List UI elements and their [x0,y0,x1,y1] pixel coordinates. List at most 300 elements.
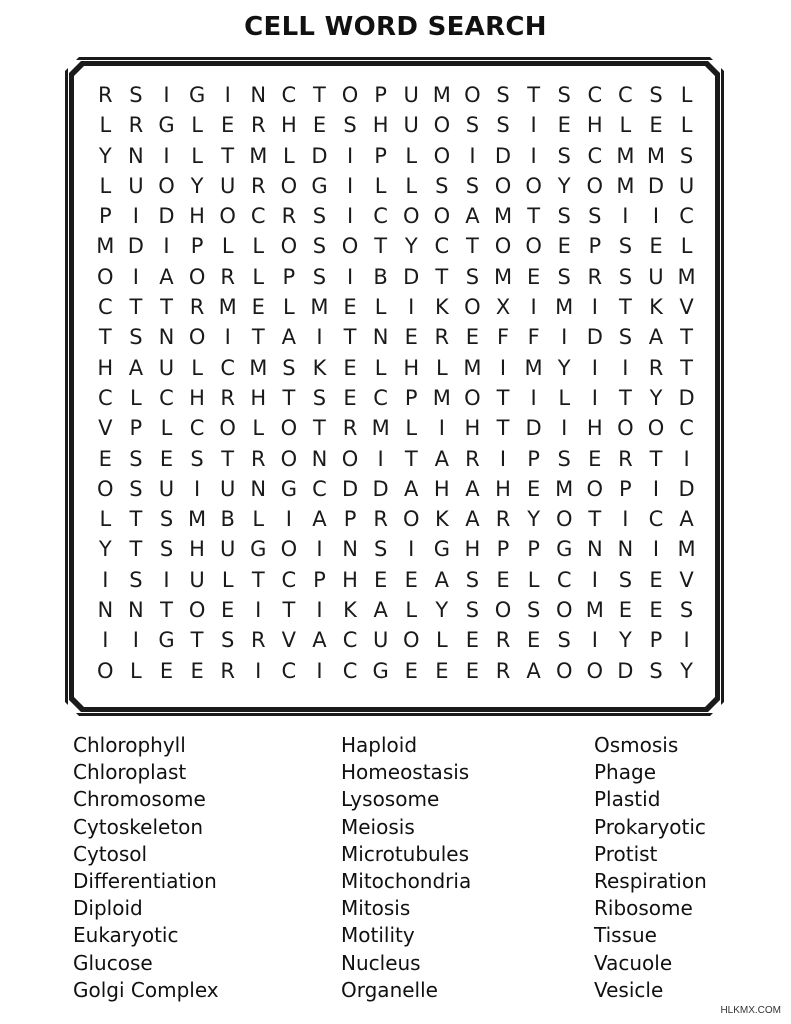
grid-letter[interactable]: L [680,113,693,138]
grid-letter[interactable]: I [224,83,231,107]
grid-letter[interactable]: S [526,598,541,623]
grid-letter[interactable]: O [158,173,175,198]
grid-letter[interactable]: E [404,658,418,683]
grid-letter[interactable]: M [96,234,115,259]
grid-letter[interactable]: D [127,234,144,259]
grid-letter[interactable]: P [282,264,296,289]
grid-letter[interactable]: L [680,83,693,107]
grid-letter[interactable]: I [438,416,445,441]
grid-letter[interactable]: S [465,113,480,138]
grid-letter[interactable]: Y [190,173,204,198]
grid-letter[interactable]: E [557,113,571,138]
grid-letter[interactable]: G [188,83,206,107]
grid-letter[interactable]: L [558,385,571,410]
grid-letter[interactable]: K [343,598,357,623]
grid-letter[interactable]: E [526,628,541,653]
grid-letter[interactable]: M [432,385,451,410]
grid-letter[interactable]: E [190,658,204,683]
grid-letter[interactable]: T [618,385,632,410]
grid-letter[interactable]: O [586,173,604,198]
grid-letter[interactable]: S [312,385,327,410]
grid-letter[interactable]: R [128,113,144,138]
grid-letter[interactable]: M [555,295,574,320]
grid-letter[interactable]: T [190,628,204,653]
grid-letter[interactable]: L [130,658,142,683]
grid-letter[interactable]: T [129,507,143,532]
grid-letter[interactable]: L [283,295,295,320]
grid-letter[interactable]: H [342,567,358,592]
grid-letter[interactable]: S [465,567,480,592]
grid-letter[interactable]: T [221,446,235,471]
grid-letter[interactable]: E [465,628,480,653]
grid-letter[interactable]: Y [618,628,632,653]
grid-letter[interactable]: U [219,537,236,562]
grid-letter[interactable]: C [587,143,603,168]
grid-letter[interactable]: O [402,204,420,229]
grid-letter[interactable]: T [680,355,693,380]
grid-letter[interactable]: R [189,295,205,320]
grid-letter[interactable]: P [313,567,326,592]
grid-letter[interactable]: R [281,204,297,229]
grid-letter[interactable]: E [312,113,327,138]
grid-letter[interactable]: Y [527,507,541,532]
grid-letter[interactable]: A [312,507,327,532]
grid-letter[interactable]: E [159,446,174,471]
grid-letter[interactable]: I [622,204,629,229]
grid-letter[interactable]: M [646,143,666,168]
grid-letter[interactable]: M [188,507,207,532]
grid-letter[interactable]: L [283,143,295,168]
grid-letter[interactable]: S [557,204,571,229]
grid-letter[interactable]: O [280,416,298,441]
grid-letter[interactable]: R [465,446,480,471]
grid-letter[interactable]: B [373,264,388,289]
grid-letter[interactable]: D [525,416,542,441]
grid-letter[interactable]: P [588,234,602,259]
grid-letter[interactable]: I [132,264,139,289]
grid-letter[interactable]: L [527,567,540,592]
grid-letter[interactable]: E [526,264,541,289]
grid-letter[interactable]: L [374,355,387,380]
grid-letter[interactable]: S [129,446,143,471]
grid-letter[interactable]: E [588,446,602,471]
grid-letter[interactable]: M [493,204,513,229]
grid-letter[interactable]: H [495,476,511,501]
grid-letter[interactable]: P [404,385,418,410]
grid-letter[interactable]: S [159,507,174,532]
grid-letter[interactable]: E [496,567,510,592]
grid-letter[interactable]: E [159,658,174,683]
grid-letter[interactable]: I [255,598,262,623]
grid-letter[interactable]: R [250,628,266,653]
grid-letter[interactable]: A [679,507,694,532]
grid-letter[interactable]: V [98,416,113,441]
grid-letter[interactable]: P [129,416,143,441]
grid-letter[interactable]: S [282,355,296,380]
grid-letter[interactable]: I [530,295,537,320]
grid-letter[interactable]: F [496,325,510,350]
grid-letter[interactable]: I [346,173,354,198]
grid-letter[interactable]: M [616,143,635,168]
grid-letter[interactable]: L [619,113,632,138]
grid-letter[interactable]: T [343,325,357,350]
grid-letter[interactable]: H [280,113,297,138]
grid-letter[interactable]: S [649,658,663,683]
grid-letter[interactable]: K [434,295,449,320]
grid-letter[interactable]: S [465,598,480,623]
grid-letter[interactable]: T [221,143,235,168]
grid-letter[interactable]: L [221,234,234,259]
grid-letter[interactable]: Y [98,537,112,562]
grid-letter[interactable]: D [586,325,603,350]
grid-letter[interactable]: Y [557,355,571,380]
grid-letter[interactable]: T [618,295,632,320]
grid-letter[interactable]: T [374,234,388,259]
grid-letter[interactable]: O [525,234,542,259]
grid-letter[interactable]: A [465,476,480,501]
grid-letter[interactable]: R [587,264,603,289]
grid-letter[interactable]: O [188,325,206,350]
grid-letter[interactable]: L [374,173,387,198]
grid-letter[interactable]: U [403,83,419,107]
grid-letter[interactable]: A [648,325,664,350]
grid-letter[interactable]: T [496,385,510,410]
grid-letter[interactable]: A [128,355,144,380]
grid-letter[interactable]: P [374,83,387,107]
grid-letter[interactable]: I [193,476,201,501]
grid-letter[interactable]: S [679,143,694,168]
grid-letter[interactable]: C [281,567,297,592]
grid-letter[interactable]: K [434,507,449,532]
grid-letter[interactable]: T [527,83,541,107]
grid-letter[interactable]: E [526,476,541,501]
grid-letter[interactable]: H [586,416,603,441]
grid-letter[interactable]: O [464,295,481,320]
grid-letter[interactable]: T [129,295,143,320]
grid-letter[interactable]: U [372,628,389,653]
grid-letter[interactable]: L [191,143,203,168]
grid-letter[interactable]: M [310,295,329,320]
grid-letter[interactable]: S [496,83,510,107]
grid-letter[interactable]: I [591,628,598,653]
grid-letter[interactable]: O [97,476,114,501]
grid-letter[interactable]: H [189,204,205,229]
grid-letter[interactable]: S [618,325,633,350]
grid-letter[interactable]: H [250,385,267,410]
grid-letter[interactable]: P [374,143,387,168]
grid-letter[interactable]: C [281,83,297,107]
grid-letter[interactable]: C [679,416,694,441]
grid-letter[interactable]: L [252,234,265,259]
grid-letter[interactable]: Y [649,385,663,410]
grid-letter[interactable]: I [469,143,476,168]
grid-letter[interactable]: M [616,173,635,198]
grid-letter[interactable]: T [404,446,418,471]
grid-letter[interactable]: O [586,658,604,683]
grid-letter[interactable]: S [312,264,327,289]
grid-letter[interactable]: U [219,173,236,198]
grid-letter[interactable]: O [433,143,451,168]
grid-letter[interactable]: C [220,355,235,380]
grid-letter[interactable]: L [252,507,265,532]
grid-letter[interactable]: D [678,385,695,410]
grid-letter[interactable]: T [496,416,510,441]
grid-letter[interactable]: U [403,113,419,138]
grid-letter[interactable]: R [495,628,511,653]
grid-letter[interactable]: O [555,598,573,623]
grid-letter[interactable]: R [618,446,633,471]
grid-letter[interactable]: H [586,113,603,138]
grid-letter[interactable]: E [404,567,418,592]
grid-letter[interactable]: D [311,143,328,168]
grid-letter[interactable]: U [189,567,205,592]
grid-letter[interactable]: I [316,598,323,623]
grid-letter[interactable]: G [158,628,175,653]
grid-letter[interactable]: H [97,355,114,380]
grid-letter[interactable]: C [556,567,572,592]
grid-letter[interactable]: O [97,658,114,683]
grid-letter[interactable]: T [160,598,173,623]
grid-letter[interactable]: D [494,143,512,168]
grid-letter[interactable]: I [499,446,507,471]
grid-letter[interactable]: O [555,507,573,532]
grid-letter[interactable]: E [649,113,663,138]
grid-letter[interactable]: I [255,658,262,683]
grid-letter[interactable]: C [342,658,358,683]
grid-letter[interactable]: X [495,295,511,320]
grid-letter[interactable]: A [465,204,480,229]
grid-letter[interactable]: A [465,507,480,532]
grid-letter[interactable]: I [163,83,170,107]
grid-letter[interactable]: I [224,325,231,350]
grid-letter[interactable]: O [494,234,512,259]
grid-letter[interactable]: S [190,446,204,471]
grid-letter[interactable]: S [557,628,571,653]
grid-letter[interactable]: A [526,658,541,683]
grid-letter[interactable]: T [251,567,265,592]
grid-letter[interactable]: E [404,325,418,350]
grid-letter[interactable]: O [280,537,298,562]
grid-letter[interactable]: I [652,537,660,562]
grid-letter[interactable]: M [218,295,237,320]
grid-letter[interactable]: N [250,476,267,501]
grid-letter[interactable]: S [129,476,143,501]
grid-letter[interactable]: I [163,234,170,259]
grid-letter[interactable]: N [372,325,389,350]
grid-letter[interactable]: I [652,204,660,229]
grid-letter[interactable]: K [649,295,663,320]
grid-letter[interactable]: O [341,234,359,259]
grid-letter[interactable]: I [622,355,629,380]
grid-letter[interactable]: I [683,628,690,653]
grid-letter[interactable]: E [465,325,480,350]
grid-letter[interactable]: M [677,264,696,289]
grid-letter[interactable]: S [496,113,510,138]
grid-letter[interactable]: S [159,537,174,562]
grid-letter[interactable]: O [586,476,604,501]
grid-letter[interactable]: O [647,416,665,441]
grid-letter[interactable]: A [434,567,450,592]
grid-letter[interactable]: S [618,234,633,259]
grid-letter[interactable]: A [159,264,174,289]
grid-letter[interactable]: Y [404,234,418,259]
grid-letter[interactable]: I [622,507,629,532]
grid-letter[interactable]: M [371,416,390,441]
grid-letter[interactable]: I [561,325,568,350]
grid-letter[interactable]: G [250,537,267,562]
grid-letter[interactable]: O [433,204,451,229]
grid-letter[interactable]: D [158,204,175,229]
grid-letter[interactable]: S [312,234,327,259]
grid-letter[interactable]: L [374,295,387,320]
grid-letter[interactable]: T [435,264,449,289]
grid-letter[interactable]: M [249,143,268,168]
grid-letter[interactable]: H [464,537,481,562]
grid-letter[interactable]: C [679,204,694,229]
grid-letter[interactable]: E [465,658,480,683]
grid-letter[interactable]: M [463,355,482,380]
grid-letter[interactable]: N [128,598,144,623]
grid-letter[interactable]: S [465,173,480,198]
grid-letter[interactable]: T [313,83,326,107]
grid-letter[interactable]: H [403,355,420,380]
grid-letter[interactable]: L [99,113,112,138]
grid-letter[interactable]: I [530,113,537,138]
grid-letter[interactable]: P [98,204,112,229]
grid-letter[interactable]: R [434,325,450,350]
grid-letter[interactable]: S [129,325,143,350]
grid-letter[interactable]: C [648,507,664,532]
grid-letter[interactable]: N [128,143,144,168]
grid-letter[interactable]: M [585,598,604,623]
grid-letter[interactable]: L [405,598,418,623]
grid-letter[interactable]: T [680,325,693,350]
grid-letter[interactable]: D [341,476,359,501]
grid-letter[interactable]: G [280,476,297,501]
grid-letter[interactable]: O [402,628,420,653]
grid-letter[interactable]: T [129,537,143,562]
grid-letter[interactable]: E [221,598,235,623]
grid-letter[interactable]: I [163,143,170,168]
grid-letter[interactable]: L [221,567,234,592]
grid-letter[interactable]: Y [435,598,449,623]
grid-letter[interactable]: T [649,446,663,471]
grid-letter[interactable]: G [433,537,450,562]
grid-letter[interactable]: T [160,295,173,320]
grid-letter[interactable]: C [587,83,603,107]
grid-letter[interactable]: O [280,173,298,198]
grid-letter[interactable]: R [342,416,358,441]
grid-letter[interactable]: M [555,476,574,501]
grid-letter[interactable]: E [98,446,112,471]
grid-letter[interactable]: C [312,476,327,501]
grid-letter[interactable]: O [525,173,542,198]
grid-letter[interactable]: R [250,113,266,138]
grid-letter[interactable]: L [252,264,265,289]
grid-letter[interactable]: N [158,325,175,350]
grid-letter[interactable]: S [557,83,571,107]
grid-letter[interactable]: T [466,234,479,259]
grid-letter[interactable]: S [465,264,480,289]
grid-letter[interactable]: S [129,567,143,592]
grid-letter[interactable]: T [282,385,296,410]
grid-letter[interactable]: G [158,113,175,138]
grid-letter[interactable]: L [680,234,693,259]
grid-letter[interactable]: I [346,264,354,289]
grid-letter[interactable]: E [649,234,663,259]
grid-letter[interactable]: G [372,658,389,683]
grid-letter[interactable]: I [408,537,415,562]
grid-letter[interactable]: C [159,385,174,410]
grid-letter[interactable]: S [588,204,602,229]
grid-letter[interactable]: L [435,355,448,380]
grid-letter[interactable]: I [499,355,507,380]
grid-letter[interactable]: B [220,507,235,532]
grid-letter[interactable]: C [97,295,113,320]
grid-letter[interactable]: D [647,173,665,198]
grid-letter[interactable]: V [679,567,694,592]
grid-letter[interactable]: O [494,173,512,198]
grid-letter[interactable]: I [316,325,323,350]
grid-letter[interactable]: I [346,143,354,168]
grid-letter[interactable]: K [312,355,327,380]
grid-letter[interactable]: I [591,295,598,320]
grid-letter[interactable]: U [648,264,664,289]
grid-letter[interactable]: S [618,567,633,592]
grid-letter[interactable]: S [557,446,571,471]
grid-letter[interactable]: L [191,113,203,138]
grid-letter[interactable]: S [557,264,571,289]
grid-letter[interactable]: G [556,537,573,562]
grid-letter[interactable]: O [402,507,420,532]
grid-letter[interactable]: O [464,385,481,410]
grid-letter[interactable]: D [678,476,695,501]
grid-letter[interactable]: D [617,658,634,683]
grid-letter[interactable]: O [494,598,512,623]
grid-letter[interactable]: C [342,628,358,653]
grid-letter[interactable]: C [97,385,113,410]
grid-letter[interactable]: M [493,264,513,289]
grid-letter[interactable]: L [405,416,418,441]
grid-letter[interactable]: T [251,325,265,350]
grid-letter[interactable]: H [189,537,205,562]
grid-letter[interactable]: T [282,598,296,623]
grid-letter[interactable]: I [377,446,384,471]
grid-letter[interactable]: P [649,628,663,653]
grid-letter[interactable]: S [618,264,633,289]
grid-letter[interactable]: R [98,83,113,107]
grid-letter[interactable]: O [188,264,206,289]
grid-letter[interactable]: R [495,507,511,532]
grid-letter[interactable]: I [163,567,170,592]
grid-letter[interactable]: A [404,476,419,501]
grid-letter[interactable]: A [281,325,297,350]
grid-letter[interactable]: L [405,143,418,168]
grid-letter[interactable]: R [495,658,511,683]
grid-letter[interactable]: O [341,83,359,107]
grid-letter[interactable]: O [280,234,298,259]
grid-letter[interactable]: O [433,113,451,138]
grid-letter[interactable]: S [435,173,449,198]
grid-letter[interactable]: I [316,658,323,683]
grid-letter[interactable]: E [618,598,633,623]
grid-letter[interactable]: M [249,355,268,380]
grid-letter[interactable]: N [586,537,603,562]
grid-letter[interactable]: P [496,537,510,562]
grid-letter[interactable]: E [343,355,357,380]
grid-letter[interactable]: P [343,507,357,532]
grid-letter[interactable]: I [316,537,323,562]
